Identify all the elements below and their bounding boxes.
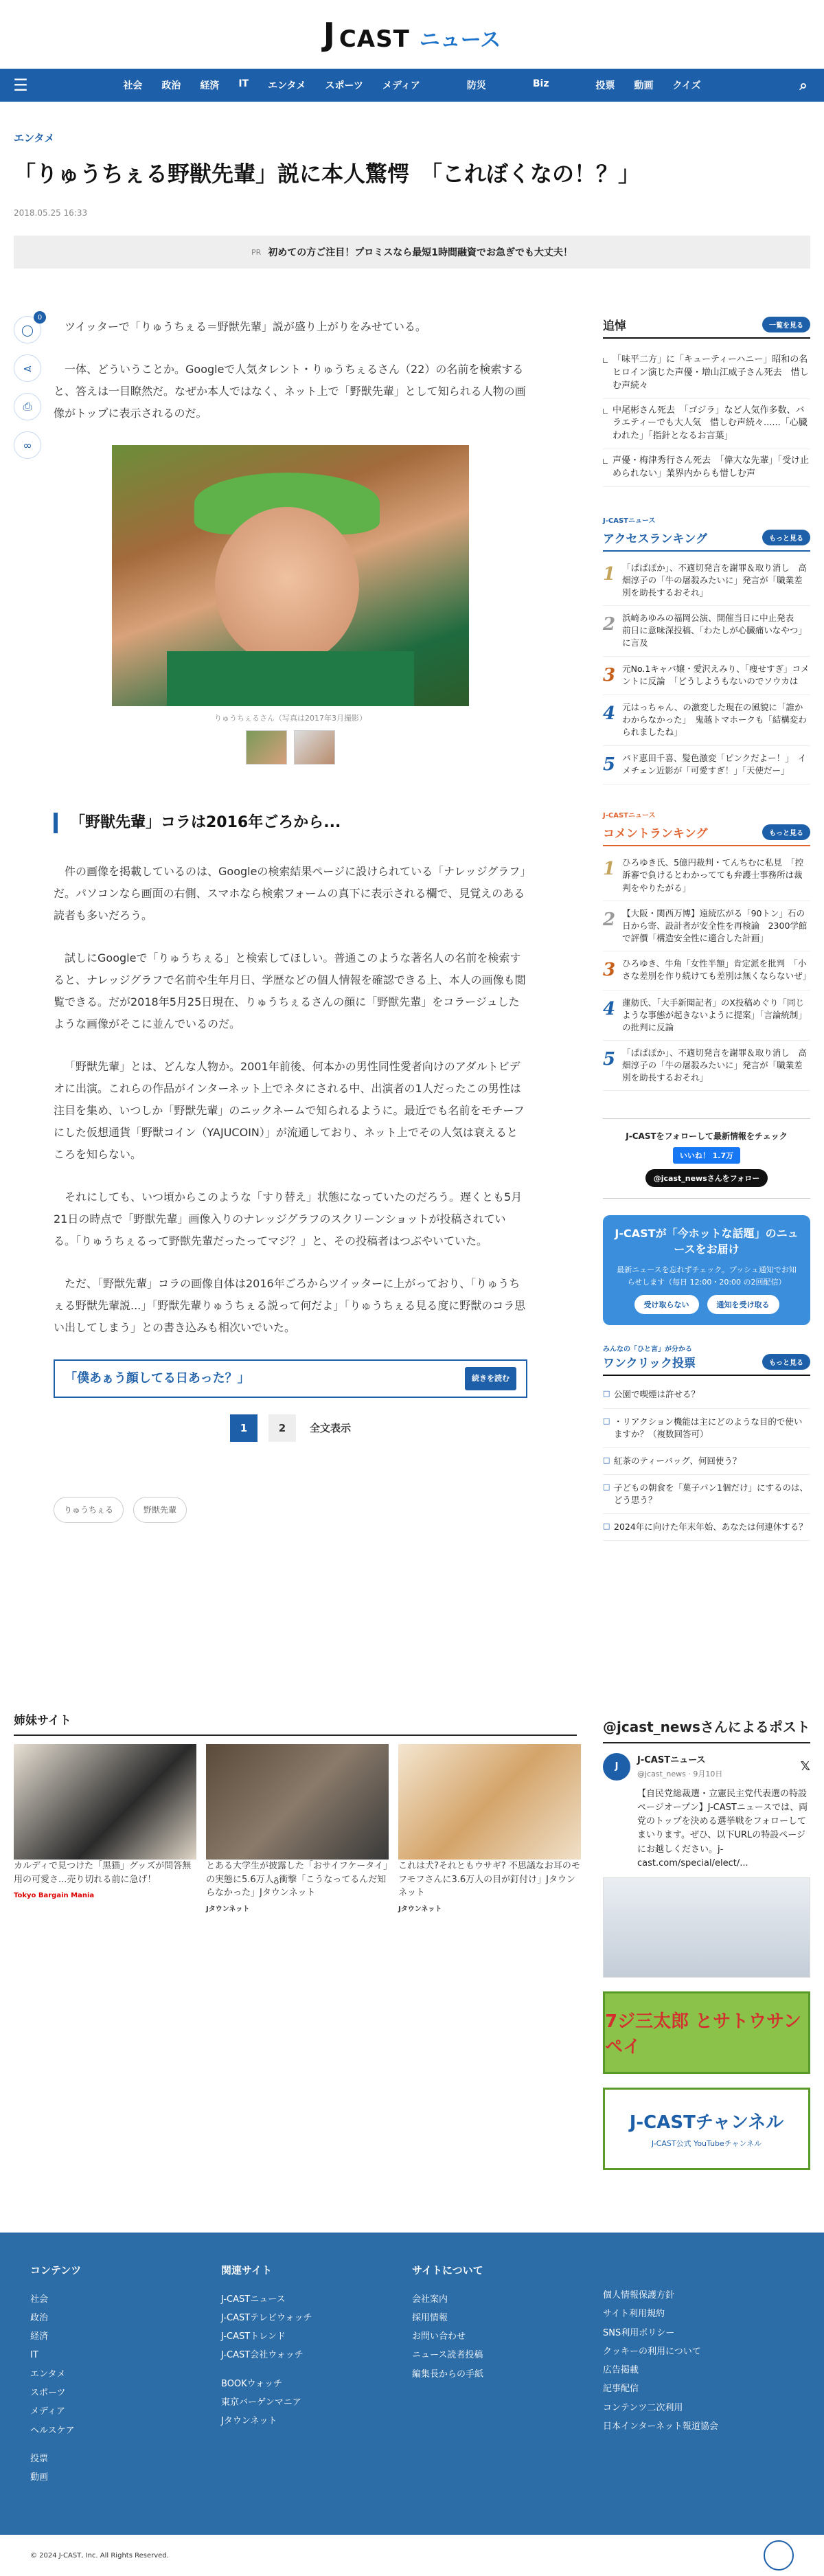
copy-link-button[interactable]: [14, 431, 41, 459]
access-ranking-title: アクセスランキング: [603, 532, 707, 546]
rank-number: 5: [603, 1049, 616, 1070]
jcast-channel-title: J-CASTチャンネル: [629, 2112, 784, 2134]
nav-item-politics[interactable]: 政治: [161, 80, 181, 91]
tsuiho-more-button[interactable]: 一覧を見る: [762, 317, 810, 332]
vote-more-button[interactable]: もっと見る: [762, 1354, 810, 1370]
footer-link[interactable]: 個人情報保護方針: [603, 2290, 675, 2301]
sister-sites: [14, 1710, 580, 1914]
pagination: [54, 1414, 527, 1442]
footer-link[interactable]: 動画: [30, 2472, 49, 2483]
comment-ranking-header: [603, 824, 810, 846]
rank-number: 4: [603, 703, 616, 725]
rank-number: 2: [603, 909, 616, 930]
sister-card[interactable]: [14, 1744, 196, 1914]
logo-news: ニュース: [419, 28, 501, 52]
vote-item[interactable]: □ 子どもの朝食を「菓子パン1個だけ」にするのは、どう思う？: [603, 1475, 810, 1514]
share-icon: ⋖: [23, 361, 32, 375]
paragraph: 一体、どういうことか。Googleで人気タレント・りゅうちぇるさん（22）の名前を検索すると、答えは一目瞭然だ。なぜか本人ではなく、ネット上で「野獣先輩」として知られる人物の画像がトップに表示されるのだ。: [54, 363, 526, 420]
x-embed-heading: @jcast_newsさんによるポスト: [603, 1717, 810, 1743]
site-footer: [0, 2233, 824, 2535]
nav-item-sports[interactable]: スポーツ: [325, 80, 363, 91]
photo-face: [215, 507, 359, 665]
print-icon: ⎙: [23, 400, 32, 413]
ranking-item[interactable]: [603, 606, 810, 656]
footer-link[interactable]: J-CAST会社ウォッチ: [221, 2350, 304, 2361]
tag[interactable]: 野獣先輩: [133, 1497, 187, 1523]
rank-number: 2: [603, 614, 616, 635]
nav-item-quiz[interactable]: クイズ: [672, 80, 701, 91]
global-nav: [0, 69, 824, 102]
push-accept-button[interactable]: 通知を受け取る: [707, 1295, 779, 1314]
push-sub: 最新ニュースを忘れずチェック。プッシュ通知でお知らせします（毎日 12:00・20:00 の2回配信）: [617, 1265, 797, 1287]
x-embed-section: [603, 1717, 810, 2170]
section-heading: 「野獣先輩」コラは2016年ごろから...: [54, 813, 527, 834]
follow-title: J-CASTをフォローして最新情報をチェック: [626, 1131, 788, 1142]
footer-heading: サイトについて: [412, 2264, 483, 2276]
comment-more-button[interactable]: もっと見る: [762, 824, 810, 840]
continue-reading-box[interactable]: [54, 1359, 527, 1398]
jcast-channel-banner[interactable]: [603, 2088, 810, 2170]
page-1-button[interactable]: 1: [230, 1414, 258, 1442]
copyright-bar: [0, 2535, 824, 2576]
print-button[interactable]: [14, 393, 41, 420]
nav-item-media[interactable]: メディア: [382, 80, 420, 91]
sister-card-text: これは犬?それともウサギ? 不思議なお耳のモフモフさんに3.6万人の目が釘付け」Jタウンネット: [398, 1861, 580, 1898]
footer-link[interactable]: サイト利用規約: [603, 2309, 665, 2320]
access-ranking-header: [603, 529, 810, 552]
vote-item[interactable]: □ ・リアクション機能は主にどのような目的で使いますか？（複数回答可）: [603, 1409, 810, 1448]
push-notification-box: [603, 1215, 810, 1325]
sister-card[interactable]: [398, 1744, 581, 1914]
vote-item[interactable]: □ 紅茶のティーバッグ、何回使う？: [603, 1448, 810, 1475]
ranking-item[interactable]: [603, 901, 810, 951]
access-kicker: J-CASTニュース: [603, 517, 656, 525]
tsuiho-list: [603, 348, 810, 487]
footer-link[interactable]: IT: [30, 2350, 38, 2361]
avatar: J: [603, 1753, 630, 1781]
vote-list: [603, 1381, 810, 1541]
nav-item-economy[interactable]: 経済: [200, 80, 220, 91]
photo-shirt: [167, 651, 414, 706]
comment-count-badge: 0: [34, 311, 46, 324]
share-bar: [14, 313, 43, 470]
copyright-text: © 2024 J-CAST, Inc. All Rights Reserved.: [30, 2551, 169, 2560]
x-account-name: J-CASTニュース: [637, 1755, 706, 1766]
full-text-link[interactable]: 全文表示: [309, 1422, 351, 1435]
rank-number: 3: [603, 960, 616, 980]
share-button[interactable]: [14, 354, 41, 382]
sister-heading: 姉妹サイト: [14, 1710, 577, 1736]
rank-text: 「ぱぱぽか」、不適切発言を謝罪＆取り消し 高畑淳子の「牛の屠殺みたいに」発言が「職業差別を助長するおそれ」: [622, 562, 807, 598]
sister-card-image: [14, 1744, 196, 1860]
paragraph: ツイッターで「りゅうちぇる＝野獣先輩」説が盛り上がりをみせている。: [65, 320, 426, 333]
list-item[interactable]: 声優・梅津秀行さん死去 「偉大な先輩」「受け止められない」業界内からも惜しむ声: [603, 449, 810, 487]
pr-text: 初めての方ご注目！プロミスなら最短1時間融資でお急ぎでも大丈夫！: [268, 247, 573, 258]
footer-link[interactable]: エンタメ: [30, 2369, 66, 2380]
ranking-item[interactable]: [603, 850, 810, 901]
continue-reading-button[interactable]: 続きを読む: [465, 1367, 516, 1390]
ranking-item[interactable]: [603, 1041, 810, 1091]
footer-column-about: [412, 2260, 603, 2487]
photo-caption: りゅうちぇるさん（写真は2017年3月撮影）: [214, 714, 367, 723]
paragraph: それにしても、いつ頃からこのような「すり替え」状態になっていたのだろう。遅くとも5月21日の時点で「野獣先輩」画像入りのナレッジグラフのスクリーンショットが投稿されている。「りゅうちぇるって野獣先輩だったってマジ？」と、その投稿者はつぶやいていた。: [54, 1190, 523, 1248]
hamburger-menu-icon[interactable]: ☰: [13, 76, 28, 95]
article-title: 「りゅうちぇる野獣先輩」説に本人驚愕 「これぼくなの！？」: [14, 161, 641, 187]
list-item[interactable]: 「味平二方」に「キューティーハニー」昭和の名ヒロイン演じた声優・増山江威子さん死去 惜しむ声続々: [603, 348, 810, 399]
paragraph: 試しにGoogleで「りゅうちぇる」と検索してほしい。普通このような著名人の名前を検索すると、ナレッジグラフで名前や生年月日、学歴などの個人情報を確認できる上、本人の画像も閲覧できる。だが2018年5月25日現在、りゅうちぇるさんの顔に「野獣先輩」をコラージュしたような画像がそこに並んでいるのだ。: [54, 951, 526, 1031]
footer-link[interactable]: 広告掲載: [603, 2365, 639, 2376]
footer-link[interactable]: ニュース読者投稿: [412, 2350, 483, 2361]
footer-link[interactable]: 編集長からの手紙: [412, 2369, 484, 2380]
comment-ranking-title: コメントランキング: [603, 827, 708, 841]
rank-number: 5: [603, 754, 616, 775]
ranking-item[interactable]: [603, 951, 810, 991]
footer-link[interactable]: 投票: [30, 2453, 49, 2464]
footer-link[interactable]: 日本インターネット報道協会: [603, 2421, 718, 2432]
footer-link[interactable]: Jタウンネット: [221, 2416, 277, 2427]
footer-link[interactable]: J-CASTトレンド: [221, 2331, 286, 2342]
paragraph: 「野獣先輩」とは、どんな人物か。2001年前後、何本かの男性同性愛者向けのアダルトビデオに出演。これらの作品がインターネット上でネタにされる中、出演者の1人だったこの男性は注目を集め、いつしか「野獣先輩」のニックネームで知られるように。最近でも名前をモチーフにした仮想通貨「野獣コイン（YAJUCOIN）」が流通しており、ネット上でその人気は衰えるところを知らない。: [54, 1060, 525, 1162]
footer-column-policy: [603, 2260, 794, 2487]
footer-link[interactable]: 採用情報: [412, 2312, 448, 2323]
x-account-handle: @jcast_news · 9月10日: [637, 1769, 723, 1778]
nav-item-video[interactable]: 動画: [634, 80, 654, 91]
site-header: [0, 0, 824, 69]
logo-j: J: [323, 16, 334, 53]
footer-link[interactable]: 経済: [30, 2331, 49, 2342]
vote-item[interactable]: □ 公園で喫煙は許せる？: [603, 1381, 810, 1408]
vote-item[interactable]: □ 2024年に向けた年末年始、あなたは何連休する？: [603, 1514, 810, 1541]
footer-link[interactable]: SNS利用ポリシー: [603, 2327, 675, 2338]
footer-link[interactable]: J-CASTテレビウォッチ: [221, 2312, 312, 2323]
ranking-item[interactable]: [603, 556, 810, 606]
rank-text: パド恵田千喜、髪色激変「ピンクだよー！」 イメチェン近影が「可愛すぎ！」「天使だー」: [622, 752, 807, 776]
link-icon: ∞: [23, 438, 32, 452]
pr-banner[interactable]: [14, 236, 810, 269]
comment-icon: ◯: [21, 323, 34, 337]
footer-link[interactable]: メディア: [30, 2406, 65, 2417]
photo-thumbnails: [54, 730, 527, 765]
rank-text: 浜崎あゆみの福岡公演、開催当日に中止発表 前日に意味深投稿、「わたしが心臓痛いなやつ」に言及: [622, 613, 807, 648]
rank-text: 【大阪・関西万博】遠続広がる「90トン」石の日から寄、設計者が安全性を再検論 2300学館で評價「構造安全性に適合した計画」: [622, 907, 808, 943]
footer-link[interactable]: クッキーの利用について: [603, 2346, 701, 2357]
sister-card-image: [206, 1744, 389, 1860]
footer-link[interactable]: ヘルスケア: [30, 2425, 75, 2436]
rank-text: ひろゆき、牛角「女性半額」肯定派を批判 「小さな差別を作り続けても差別は無くならないぜ」: [622, 958, 812, 982]
push-title: J-CASTが「今ホットな話題」のニュースをお届け: [615, 1227, 799, 1256]
x-post-image[interactable]: [603, 1877, 810, 1978]
nav-item-bousai[interactable]: 防災: [466, 80, 486, 91]
press-association-logo-icon: [764, 2540, 794, 2571]
push-decline-button[interactable]: 受け取らない: [634, 1295, 699, 1314]
site-logo[interactable]: [323, 16, 501, 53]
x-follow-button[interactable]: @jcast_newsさんをフォロー: [645, 1169, 768, 1187]
continue-teaser: 「僕あぁう顔してる日あった？」: [65, 1371, 250, 1386]
vote-title: ワンクリック投票: [603, 1357, 696, 1371]
paragraph: 件の画像を掲載しているのは、Googleの検索結果ページに設けられている「ナレッジグラフ」だ。パソコンなら画面の右側、スマホなら検索フォームの真下に表示される欄で、見覚えのある読者も多いだろう。: [54, 865, 526, 923]
rank-number: 3: [603, 664, 616, 686]
footer-link[interactable]: 東京バーゲンマニア: [221, 2397, 301, 2408]
nav-item-society[interactable]: 社会: [123, 80, 143, 91]
footer-heading: 関連サイト: [221, 2264, 272, 2276]
footer-link[interactable]: BOOKウォッチ: [221, 2378, 283, 2389]
facebook-like-button[interactable]: いいね！ 1.7万: [673, 1147, 740, 1164]
pr-tag: PR: [251, 247, 262, 257]
article-category[interactable]: エンタメ: [14, 132, 55, 144]
rank-number: 4: [603, 998, 616, 1019]
x-post-card[interactable]: [603, 1753, 810, 1978]
x-post-body: 【自民党総裁選・立憲民主党代表選の特設ページオープン】J-CASTニュースでは、両党のトップを決める選挙戦をフォローしてまいります。ぜひ、以下URLの特設ページにお越しください。j-cast.com/special/elect/...: [637, 1789, 808, 1868]
follow-box: [603, 1118, 810, 1199]
sister-card-image: [398, 1744, 581, 1860]
vote-kicker: みんなの「ひと言」が分かる: [603, 1346, 692, 1354]
nav-item-entame[interactable]: エンタメ: [268, 80, 306, 91]
article-body: [54, 316, 527, 1523]
page-2-button[interactable]: 2: [268, 1414, 296, 1442]
tag[interactable]: りゅうちぇる: [54, 1497, 124, 1523]
tag-list: [54, 1497, 527, 1523]
footer-link[interactable]: スポーツ: [30, 2387, 66, 2398]
footer-heading: コンテンツ: [30, 2264, 82, 2276]
nav-item-biz[interactable]: Biz: [532, 78, 549, 89]
article-date: 2018.05.25 16:33: [14, 208, 88, 218]
vote-header: [603, 1353, 810, 1376]
nav-item-vote[interactable]: 投票: [595, 80, 615, 91]
sidebar: [603, 316, 810, 1541]
tsuiho-header: [603, 316, 810, 339]
x-logo-icon: 𝕏: [800, 1759, 810, 1774]
footer-link[interactable]: J-CASTニュース: [221, 2294, 286, 2305]
paragraph: ただ、「野獣先輩」コラの画像自体は2016年ごろからツイッターに上がっており、「りゅうちぇる野獣先輩説...」「野獣先輩りゅうちぇる説って何だよ」「りゅうちぇる見る度に野獣のコラ思い出してしまう」との書き込みも相次いでいた。: [54, 1277, 526, 1335]
footer-link[interactable]: 社会: [30, 2294, 49, 2305]
jcast-channel-sub: J-CAST公式 YouTubeチャンネル: [651, 2139, 762, 2149]
search-icon[interactable]: ⌕: [799, 77, 808, 93]
footer-link[interactable]: 会社案内: [412, 2294, 448, 2305]
list-item[interactable]: 中尾彬さん死去 「ゴジラ」など人気作多数、バラエティーでも大人気 惜しむ声続々......「心臓われた」「指針となるお言葉」: [603, 399, 810, 450]
footer-link[interactable]: 政治: [30, 2312, 49, 2323]
ranking-item[interactable]: [603, 695, 810, 745]
rank-text: ひろゆき氏、5億円裁判・てんちむに私見 「控訴審で負けるとわかってても弁護士事務所は裁判をやりたがる」: [622, 857, 804, 893]
tsuiho-title: 追悼: [603, 319, 626, 333]
nav-item-it[interactable]: IT: [238, 78, 249, 89]
sister-card-source: Tokyo Bargain Mania: [14, 1892, 95, 1899]
article-photo[interactable]: [112, 445, 469, 706]
ranking-item[interactable]: [603, 657, 810, 696]
sister-card-text: カルディで見つけた「黒猫」グッズが問答無用の可愛さ...売り切れる前に急げ！: [14, 1861, 192, 1885]
ad-banner-1[interactable]: 7ジ三太郎 とサトウサンペイ: [603, 1991, 810, 2074]
sister-card[interactable]: [206, 1744, 389, 1914]
comment-button[interactable]: [14, 313, 43, 343]
rank-text: 元No.1キャバ嬢・愛沢えみり、「痩せすぎ」コメントに反論 「どうしようもないのでソウカは: [622, 663, 810, 686]
rank-number: 1: [603, 563, 616, 585]
footer-column-related: [221, 2260, 412, 2487]
sister-card-text: とある大学生が披露した「おサイフケータイ」の実態に5.6万人გ衝撃「こうなってるんだ知らなかった」Jタウンネット: [206, 1861, 388, 1898]
sister-card-source: Jタウンネット: [206, 1905, 250, 1913]
article-header: [14, 131, 810, 269]
access-more-button[interactable]: もっと見る: [762, 530, 810, 545]
photo-thumbnail[interactable]: [246, 730, 287, 765]
access-ranking-list: [603, 556, 810, 785]
rank-text: 蓮舫氏、「大手新聞記者」のX投稿めぐり「同じような事態が起きないように提案」「言論統制」の批判に反論: [622, 997, 807, 1032]
photo-thumbnail[interactable]: [294, 730, 335, 765]
ranking-item[interactable]: [603, 746, 810, 785]
footer-link[interactable]: 記事配信: [603, 2384, 639, 2395]
rank-text: 「ぱぱぽか」、不適切発言を謝罪＆取り消し 高畑淳子の「牛の屠殺みたいに」発言が「職業差別を助長するおそれ」: [622, 1048, 807, 1083]
rank-text: 元はっちゃん、の激変した現在の風貌に「誰かわからなかった」 鬼越トマホークも「結構変わられましたね」: [622, 702, 807, 738]
comment-kicker: J-CASTニュース: [603, 812, 656, 820]
footer-link[interactable]: コンテンツ二次利用: [603, 2402, 683, 2413]
rank-number: 1: [603, 859, 616, 880]
ranking-item[interactable]: [603, 991, 810, 1041]
sister-card-source: Jタウンネット: [398, 1905, 442, 1913]
footer-link[interactable]: お問い合わせ: [412, 2331, 466, 2342]
footer-column-contents: [30, 2260, 221, 2487]
logo-cast: CAST: [339, 25, 410, 53]
comment-ranking-list: [603, 850, 810, 1091]
